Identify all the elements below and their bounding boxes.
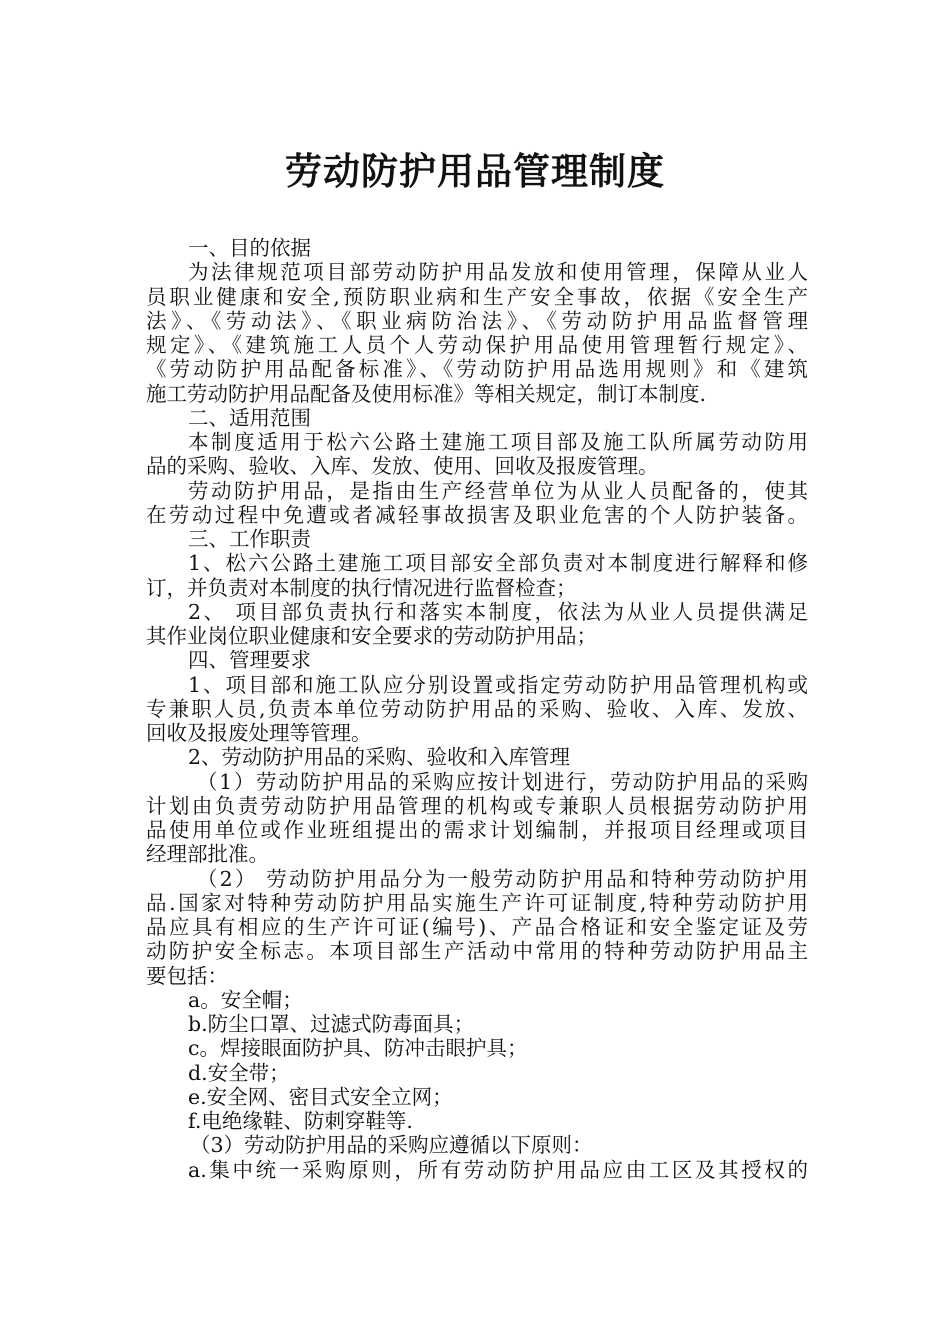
text-line: （1）劳动防护用品的采购应按计划进行，劳动防护用品的采购 [197,769,808,794]
text-line: 劳动防护用品，是指由生产经营单位为从业人员配备的，使其 [188,478,808,503]
text-line: 《劳动防护用品配备标准》、《劳动防护用品选用规则》和《建筑 [146,357,808,382]
text-line: 经理部批准。 [146,842,269,867]
text-line: c。焊接眼面防护具、防冲击眼护具； [188,1036,528,1061]
text-line: 规定》、《建筑施工人员个人劳动保护用品使用管理暂行规定》、 [146,333,808,357]
text-line: 为法律规范项目部劳动防护用品发放和使用管理，保障从业人 [188,260,808,285]
text-line: 二、适用范围 [188,405,311,430]
text-line: 品使用单位或作业班组提出的需求计划编制，并报项目经理或项目 [146,818,808,842]
text-line: 2、劳动防护用品的采购、验收和入库管理 [188,745,571,770]
text-line: 动防护安全标志。本项目部生产活动中常用的特种劳动防护用品主 [146,939,808,964]
text-line: 回收及报废处理等管理。 [146,721,372,745]
text-line: 品应具有相应的生产许可证(编号)、产品合格证和安全鉴定证及劳 [146,915,808,939]
text-line: 施工劳动防护用品配备及使用标准》等相关规定，制订本制度. [146,381,707,406]
text-line: 员职业健康和安全,预防职业病和生产安全事故，依据《安全生产 [146,284,808,309]
text-line: 三、工作职责 [188,527,311,551]
text-line: f.电绝缘鞋、防刺穿鞋等. [188,1109,413,1133]
text-line: 计划由负责劳动防护用品管理的机构或专兼职人员根据劳动防护用 [146,793,808,818]
text-line: a。安全帽； [188,987,303,1012]
text-line: （3）劳动防护用品的采购应遵循以下原则： [190,1133,593,1158]
text-line: 品的采购、验收、入库、发放、使用、回收及报废管理。 [146,454,659,479]
text-line: 在劳动过程中免遭或者减轻事故损害及职业危害的个人防护装备。 [146,502,808,527]
text-line: 要包括： [146,963,228,988]
text-line: 1、松六公路土建施工项目部安全部负责对本制度进行解释和修 [188,551,808,576]
text-line: 1、项目部和施工队应分别设置或指定劳动防护用品管理机构或 [188,672,808,697]
text-line: （2） 劳动防护用品分为一般劳动防护用品和特种劳动防护用 [197,866,808,891]
text-line: 本制度适用于松六公路土建施工项目部及施工队所属劳动防用 [188,430,808,454]
text-line: 专兼职人员,负责本单位劳动防护用品的采购、验收、入库、发放、 [146,696,808,721]
text-line: 四、管理要求 [188,648,311,673]
text-line: e.安全网、密目式安全立网； [188,1084,453,1109]
text-line: b.防尘口罩、过滤式防毒面具； [188,1012,475,1036]
document-title: 劳动防护用品管理制度 [285,149,665,193]
text-line: 一、目的依据 [188,236,311,260]
text-line: 法》、《劳动法》、《职业病防治法》、《劳动防护用品监督管理 [146,308,808,333]
text-line: 其作业岗位职业健康和安全要求的劳动防护用品； [146,624,597,648]
text-line: 订，并负责对本制度的执行情况进行监督检查； [146,575,577,600]
document-body [146,236,808,1182]
text-line: a.集中统一采购原则，所有劳动防护用品应由工区及其授权的 [188,1157,808,1182]
text-line: 2、 项目部负责执行和落实本制度，依法为从业人员提供满足 [188,599,808,624]
text-line: 品.国家对特种劳动防护用品实施生产许可证制度,特种劳动防护用 [146,890,808,915]
text-line: d.安全带； [188,1060,290,1085]
